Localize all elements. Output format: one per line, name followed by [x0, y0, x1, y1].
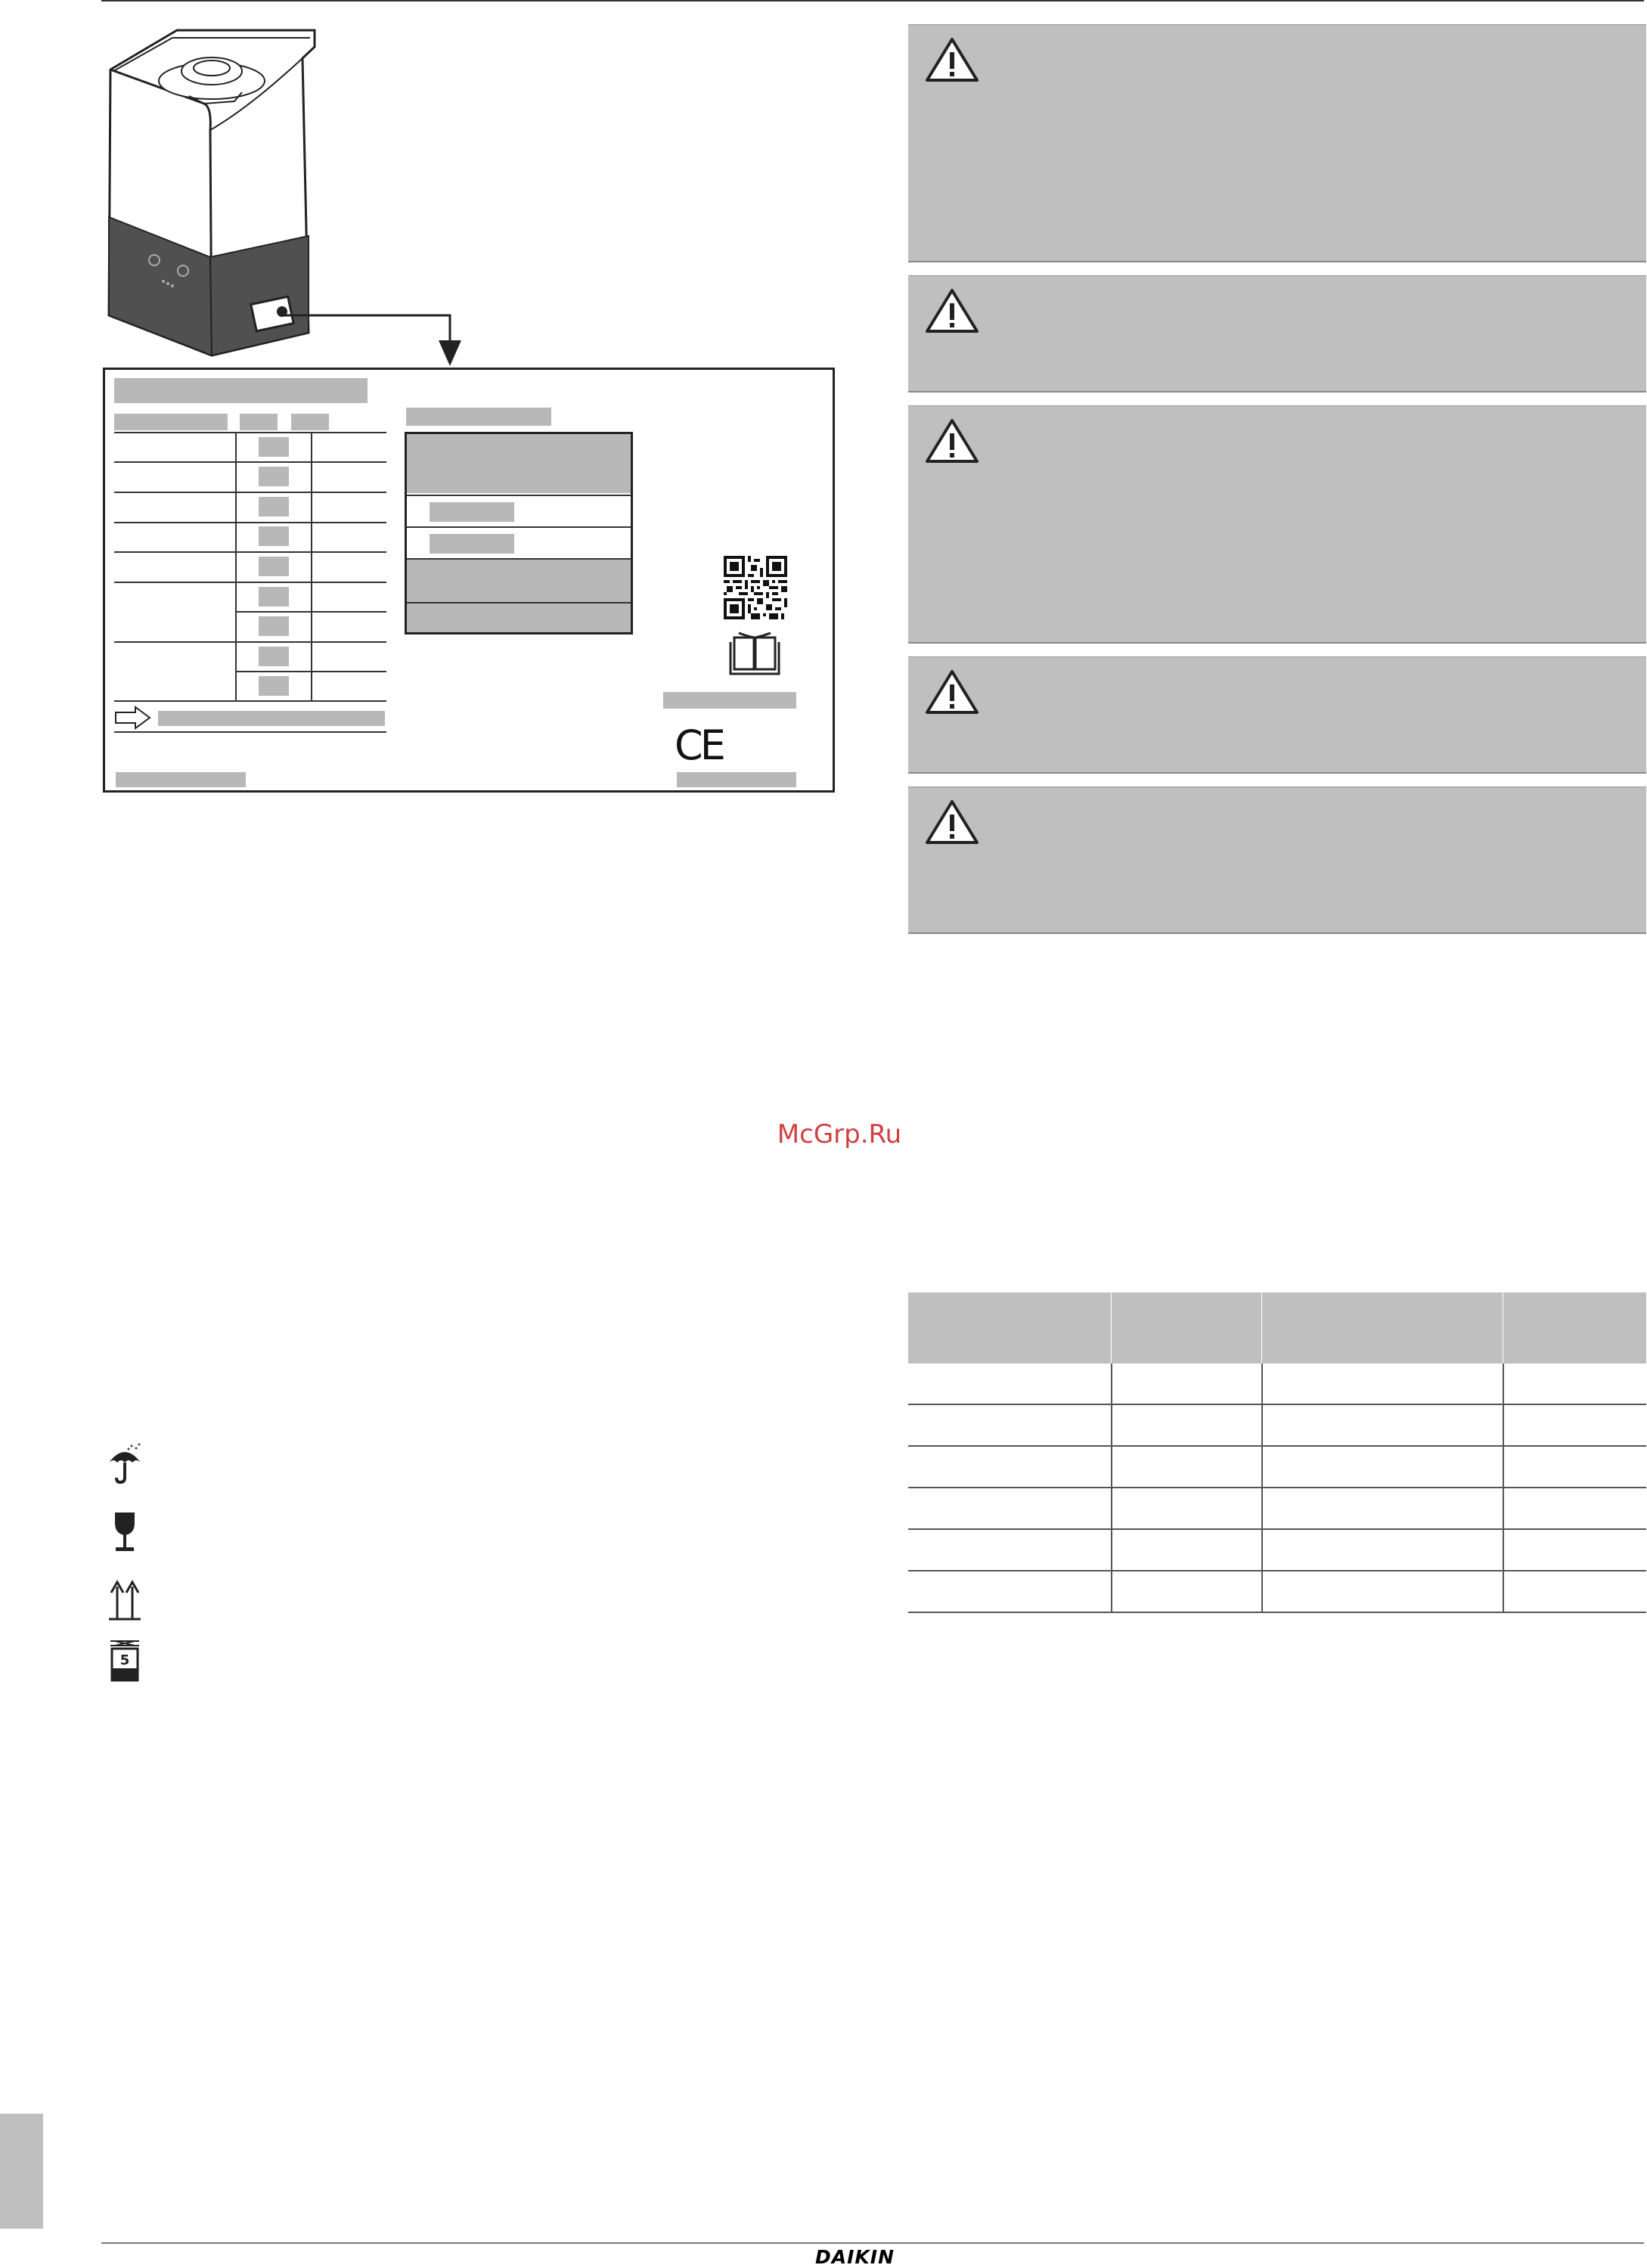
table-row — [908, 1404, 1646, 1446]
table-row — [908, 1571, 1646, 1612]
connector-arrow — [280, 303, 461, 371]
warning-box-5 — [908, 787, 1646, 934]
arrow-right-icon — [114, 706, 152, 730]
daikin-logo: DAIKIN — [815, 2246, 895, 2268]
warning-box-1 — [908, 24, 1646, 262]
warning-triangle-icon — [925, 418, 979, 464]
nameplate — [103, 368, 835, 793]
table-row — [908, 1488, 1646, 1529]
data-table — [908, 1292, 1646, 1613]
stack-limit-icon — [104, 1640, 145, 1682]
watermark: McGrp.Ru — [777, 1119, 902, 1150]
side-tab — [0, 2114, 43, 2229]
table-header-row — [908, 1292, 1646, 1364]
col-header-bar-3 — [291, 414, 329, 430]
bottom-rule — [101, 2242, 1644, 2244]
table-row — [908, 1529, 1646, 1571]
table-row — [908, 1446, 1646, 1488]
warning-triangle-icon — [925, 799, 979, 845]
this-way-up-icon — [104, 1579, 145, 1621]
plate-title-bar — [114, 378, 368, 403]
warning-triangle-icon — [925, 288, 979, 334]
col-header-bar-2 — [240, 414, 278, 430]
manual-book-icon — [728, 631, 781, 675]
ce-mark: CE — [675, 721, 723, 769]
table-row — [908, 1364, 1646, 1404]
stack-limit-number: 5 — [119, 1652, 130, 1668]
warning-box-4 — [908, 656, 1646, 774]
qr-code-icon — [724, 556, 787, 619]
warning-box-3 — [908, 405, 1646, 644]
warning-triangle-icon — [925, 37, 979, 82]
keep-dry-icon — [104, 1443, 145, 1485]
warning-box-2 — [908, 275, 1646, 392]
col-header-bar-1 — [114, 414, 228, 430]
top-rule — [101, 0, 1644, 2]
warning-triangle-icon — [925, 669, 979, 715]
rating-header-bar — [406, 408, 551, 426]
fragile-icon — [104, 1511, 145, 1553]
